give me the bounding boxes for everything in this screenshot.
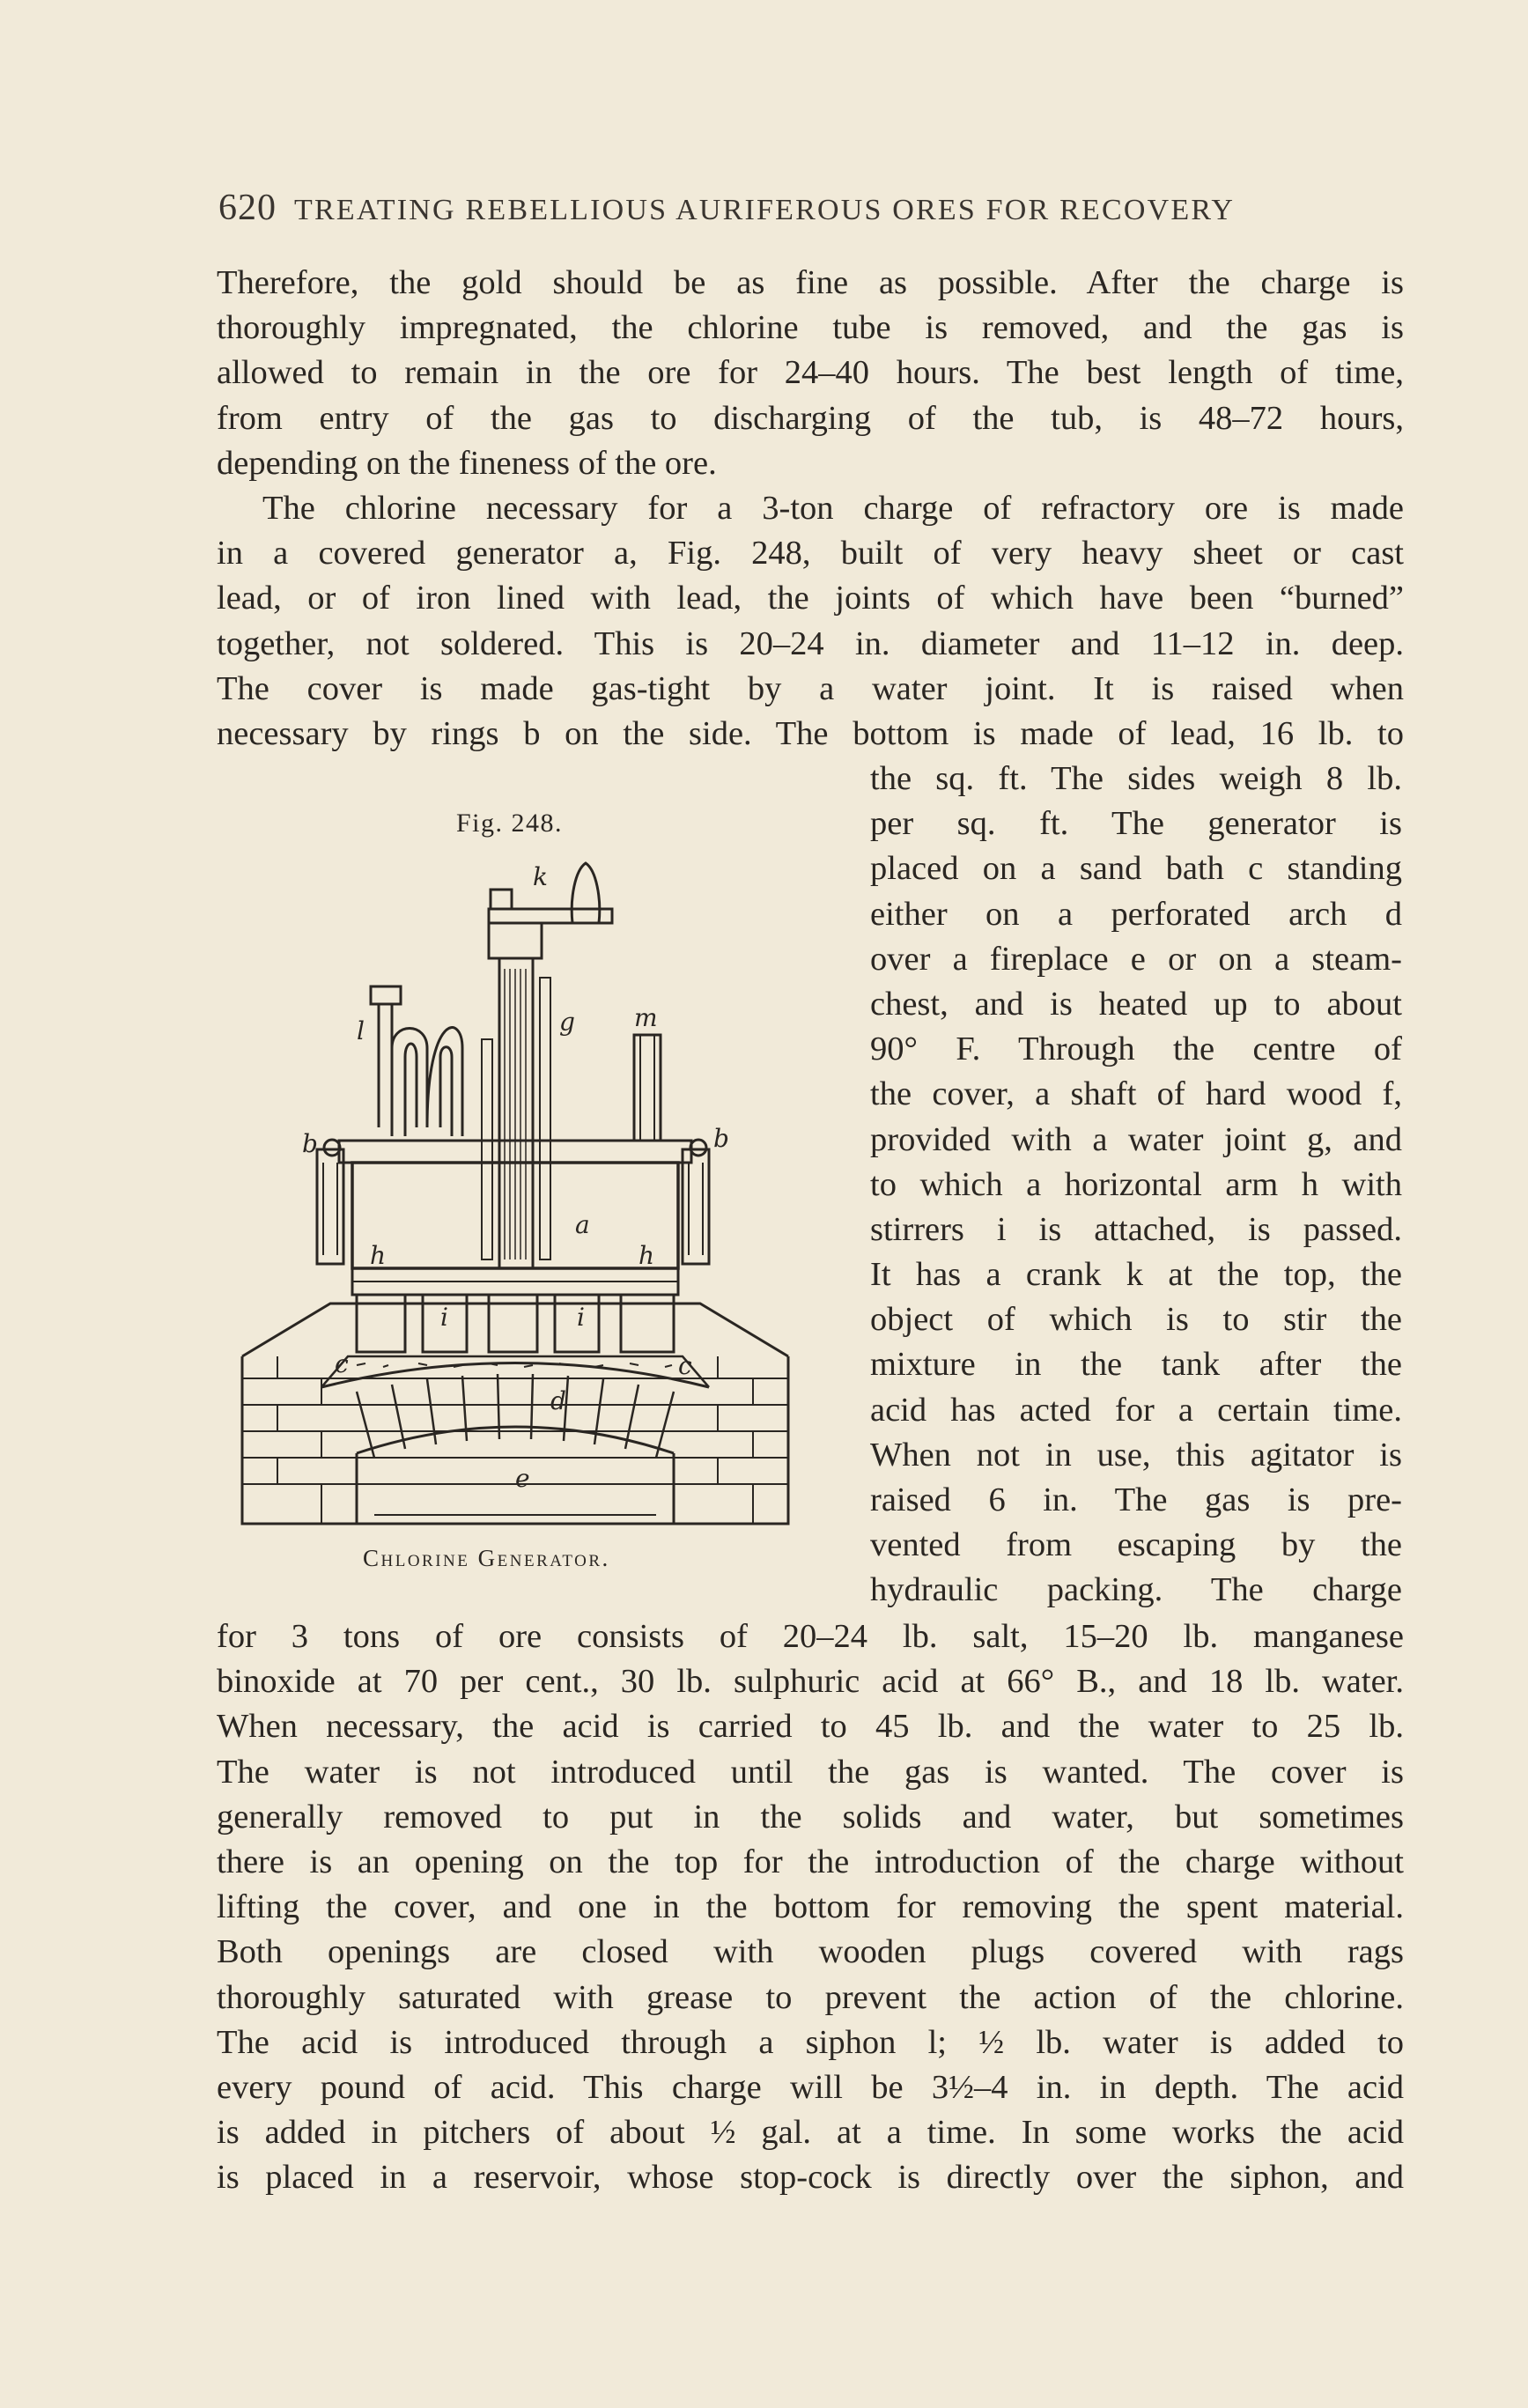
- text-line: The cover is made gas-tight by a water joint. It is raised when: [217, 669, 1404, 707]
- text-line: either on a perforated arch d: [870, 895, 1402, 933]
- text-line: placed on a sand bath c standing: [870, 850, 1402, 888]
- text-line: chest, and is heated up to about: [870, 985, 1402, 1023]
- chlorine-generator-diagram: [225, 846, 806, 1533]
- text-line: When necessary, the acid is carried to 45 lb. and the water to 25 lb.: [217, 1708, 1404, 1746]
- perforated-arch-d: [321, 1363, 709, 1459]
- text-line: depending on the fineness of the ore.: [217, 444, 717, 482]
- text-line: lifting the cover, and one in the bottom for removing the spent material.: [217, 1888, 1404, 1926]
- letter-c: c: [678, 1351, 692, 1380]
- text-line: provided with a water joint g, and: [870, 1120, 1402, 1158]
- text-line: binoxide at 70 per cent., 30 lb. sulphuric acid at 66° B., and 18 lb. water.: [217, 1663, 1404, 1701]
- running-title: TREATING REBELLIOUS AURIFEROUS ORES FOR RECOVERY: [294, 194, 1236, 226]
- letter-i: i: [440, 1303, 448, 1332]
- text-line: the sq. ft. The sides weigh 8 lb.: [870, 760, 1402, 797]
- text-line: every pound of acid. This charge will be 3½–4 in. in depth. The acid: [217, 2068, 1404, 2106]
- text-line: over a fireplace e or on a steam-: [870, 940, 1402, 978]
- text-line: for 3 tons of ore consists of 20–24 lb. salt, 15–20 lb. manganese: [217, 1618, 1404, 1655]
- text-line: object of which is to stir the: [870, 1301, 1402, 1339]
- text-line: per sq. ft. The generator is: [870, 805, 1402, 843]
- text-line: The water is not introduced until the gas is wanted. The cover is: [217, 1753, 1404, 1791]
- text-line: It has a crank k at the top, the: [870, 1256, 1402, 1294]
- letter-h: h: [370, 1241, 387, 1270]
- text-line: there is an opening on the top for the introduction of the charge without: [217, 1843, 1404, 1880]
- text-line: stirrers i is attached, is passed.: [870, 1210, 1402, 1248]
- text-line: hydraulic packing. The charge: [870, 1571, 1402, 1609]
- crank-k: [489, 863, 612, 923]
- text-line: acid has acted for a certain time.: [870, 1391, 1402, 1429]
- paragraph-1: [217, 261, 1404, 486]
- text-line: raised 6 in. The gas is pre-: [870, 1481, 1402, 1518]
- text-line: from entry of the gas to discharging of the tub, is 48–72 hours,: [217, 399, 1404, 437]
- text-line: the cover, a shaft of hard wood f,: [870, 1075, 1402, 1113]
- text-line: When not in use, this agitator is: [870, 1436, 1402, 1474]
- letter-k: k: [533, 862, 548, 891]
- letter-h: h: [639, 1241, 655, 1270]
- page-number: 620: [218, 188, 277, 228]
- text-line: to which a horizontal arm h with: [870, 1165, 1402, 1203]
- running-header: [218, 187, 1407, 229]
- sand-bath-c: [321, 1356, 709, 1387]
- text-line: generally removed to put in the solids and water, but sometimes: [217, 1798, 1404, 1836]
- arm-h-and-stirrers: [352, 1268, 678, 1352]
- text-line: in a covered generator a, Fig. 248, built of very heavy sheet or cast: [217, 535, 1404, 572]
- paragraph-3: [217, 1614, 1404, 2200]
- text-line: vented from escaping by the: [870, 1526, 1402, 1564]
- text-line: necessary by rings b on the side. The bottom is made of lead, 16 lb. to: [217, 714, 1404, 752]
- letter-m: m: [634, 1003, 658, 1032]
- letter-i: i: [577, 1303, 585, 1332]
- text-line: lead, or of iron lined with lead, the joints of which have been “burned”: [217, 580, 1404, 617]
- text-line: Both openings are closed with wooden plugs covered with rags: [217, 1933, 1404, 1971]
- side-column-text: [870, 757, 1402, 1614]
- letter-l: l: [357, 1016, 365, 1045]
- letter-g: g: [559, 1008, 575, 1037]
- text-line: is added in pitchers of about ½ gal. at a time. In some works the acid: [217, 2114, 1404, 2152]
- text-line: is placed in a reservoir, whose stop-cock is directly over the siphon, and: [217, 2159, 1404, 2197]
- letter-b: b: [713, 1124, 729, 1153]
- letter-d: d: [550, 1386, 566, 1415]
- paragraph-2: [217, 486, 1404, 757]
- text-line: 90° F. Through the centre of: [870, 1030, 1402, 1068]
- tube-m: [634, 1035, 661, 1141]
- text-line: Therefore, the gold should be as fine as possible. After the charge is: [217, 264, 1404, 301]
- siphon-l: [371, 986, 462, 1136]
- figure-label: Fig. 248.: [456, 809, 564, 838]
- text-line: allowed to remain in the ore for 24–40 hours. The best length of time,: [217, 354, 1404, 392]
- text-line: The acid is introduced through a siphon l; ½ lb. water is added to: [217, 2023, 1404, 2061]
- text-line: The chlorine necessary for a 3-ton charge of refractory ore is made: [262, 490, 1404, 527]
- shaft-f: [482, 923, 550, 1268]
- figure-caption: Chlorine Generator.: [363, 1545, 610, 1571]
- text-line: together, not soldered. This is 20–24 in. diameter and 11–12 in. deep.: [217, 624, 1404, 662]
- letter-a: a: [575, 1210, 590, 1239]
- chlorine-generator-figure: [225, 846, 806, 1533]
- text-line: thoroughly impregnated, the chlorine tube is removed, and the gas is: [217, 309, 1404, 347]
- text-line: mixture in the tank after the: [870, 1346, 1402, 1384]
- text-line: thoroughly saturated with grease to prevent the action of the chlorine.: [217, 1978, 1404, 2016]
- letter-c: c: [335, 1349, 349, 1378]
- letter-b: b: [302, 1129, 318, 1158]
- letter-e: e: [515, 1464, 530, 1493]
